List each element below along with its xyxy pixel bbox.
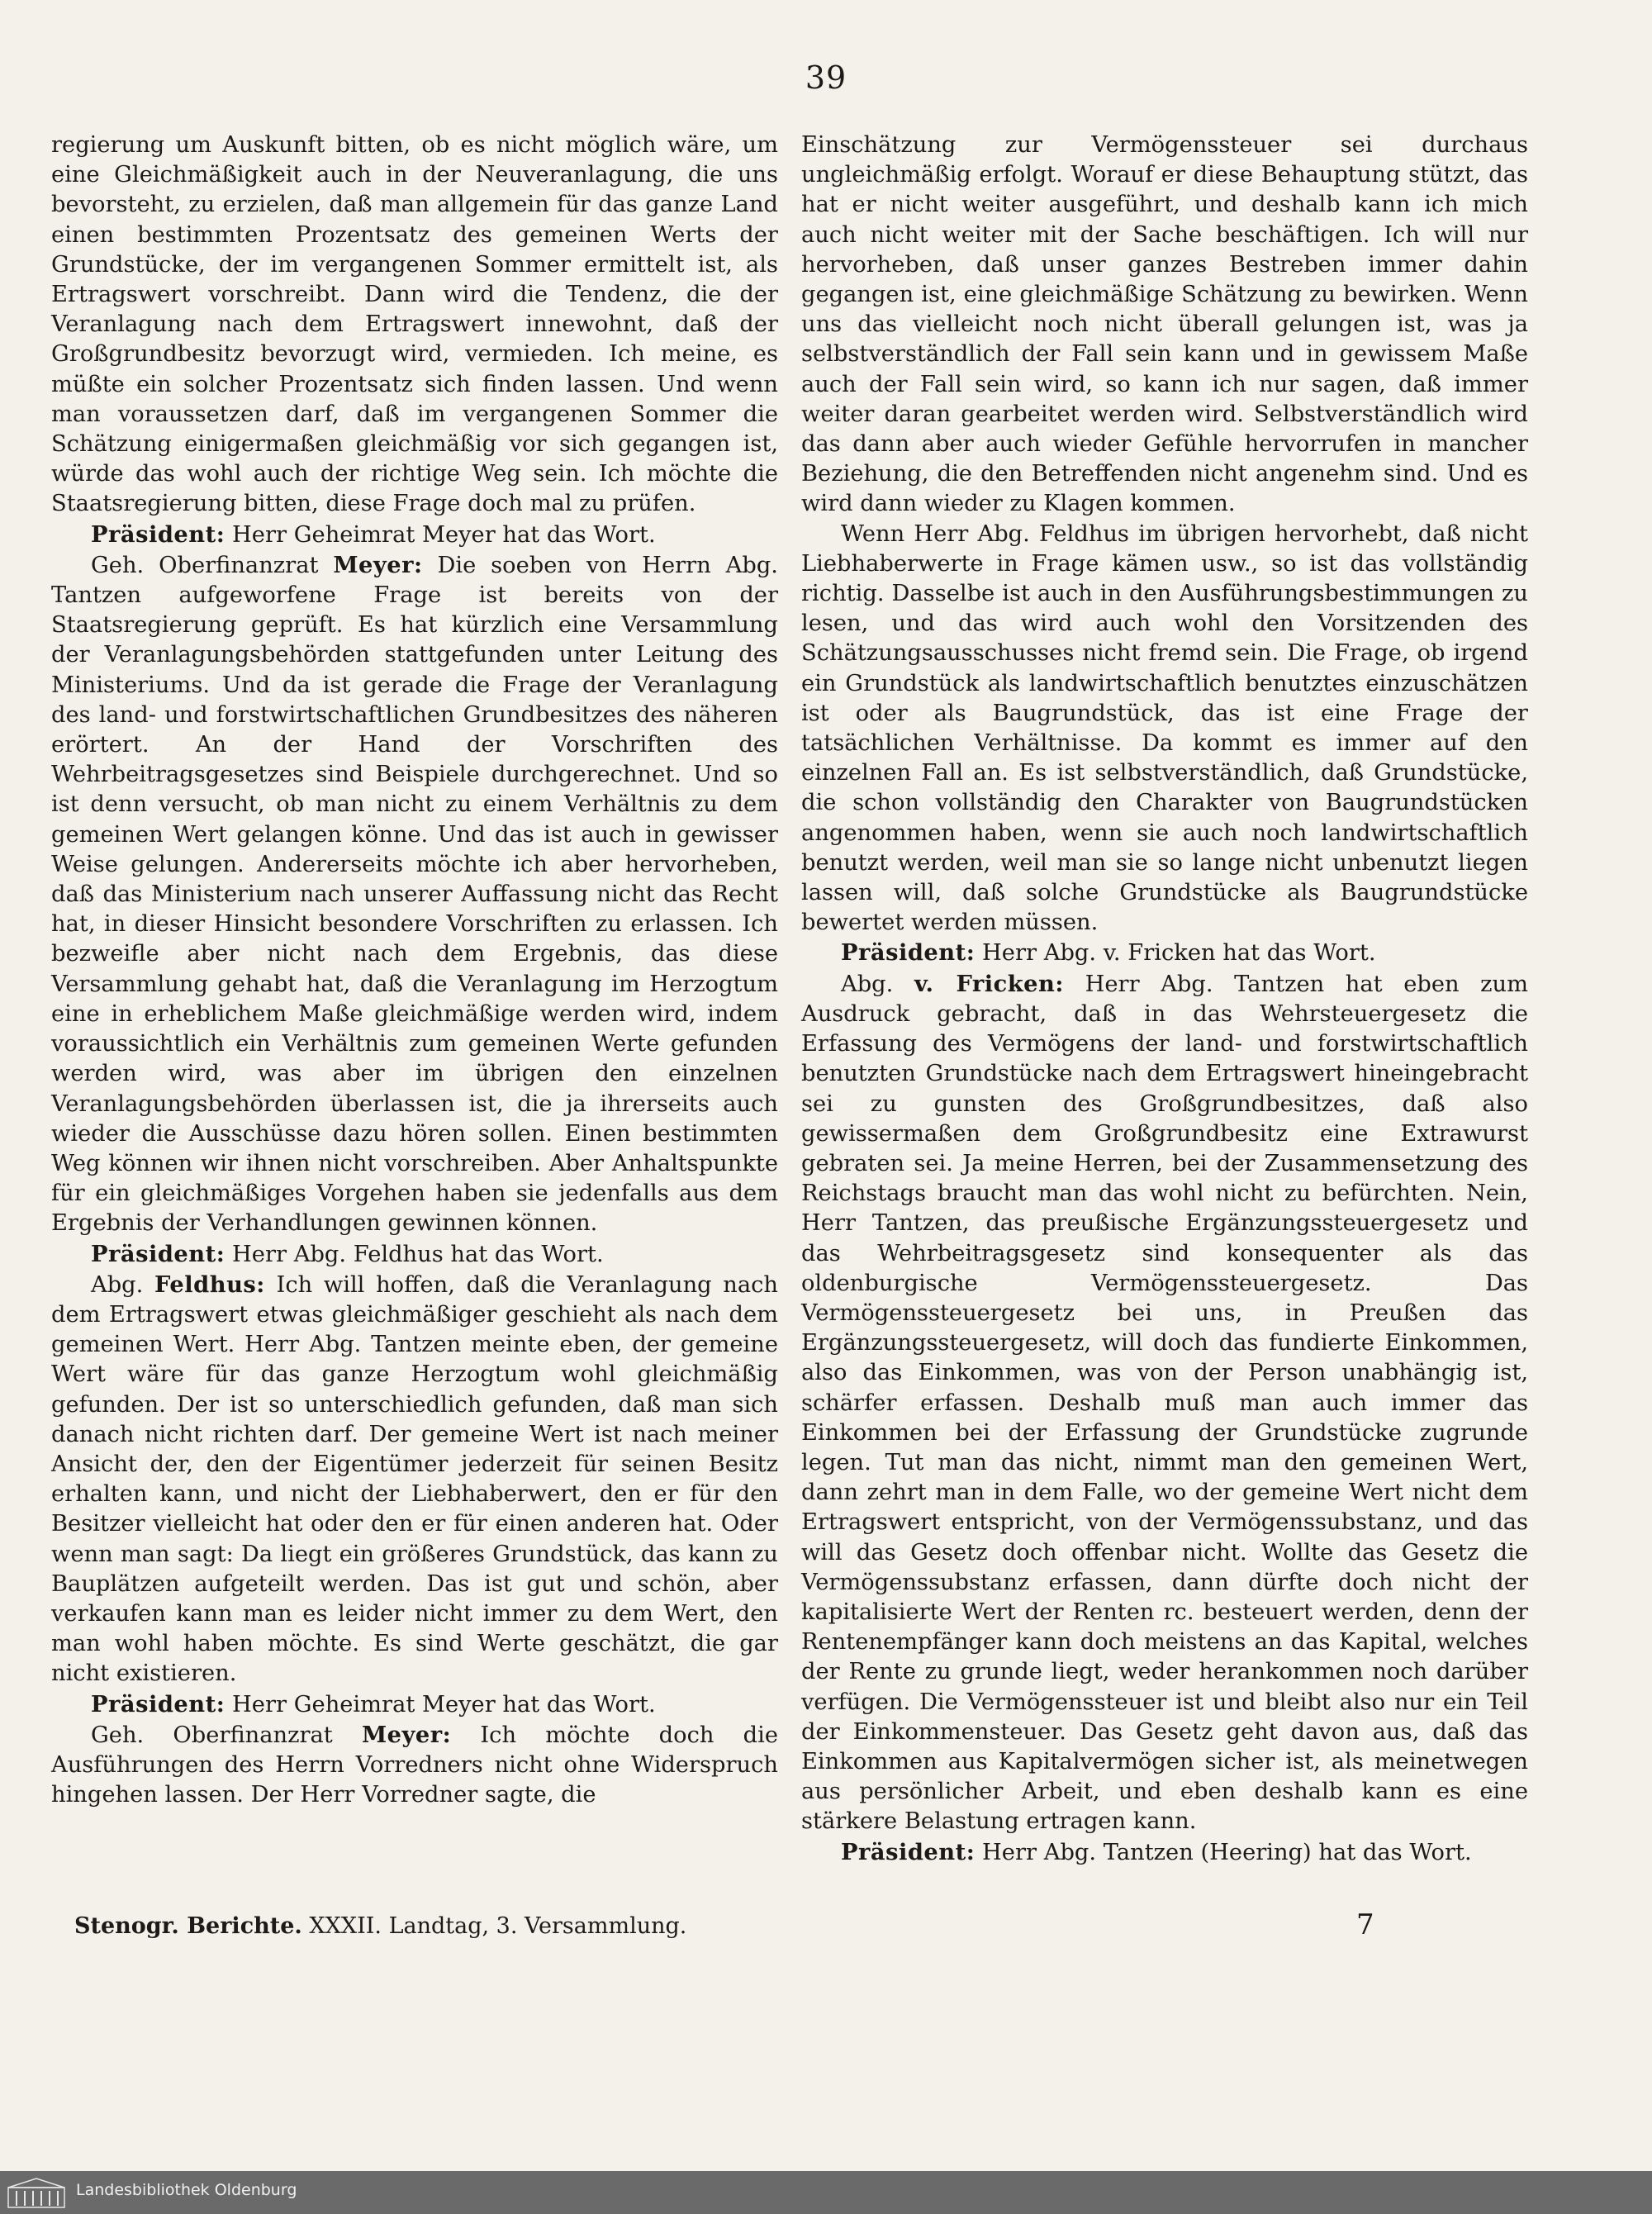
paragraph	[51, 1689, 778, 1720]
paragraph-text: Herr Abg. v. Fricken hat das Wort.	[975, 940, 1376, 967]
paragraph-text: Wenn Herr Abg. Feldhus im übrigen hervorhebt, daß nicht Liebhaberwerte in Frage kämen usw., so ist das vollständig richtig. Dasselbe ist auch in den Ausführungsbestimmungen zu lesen, und das wird auch wohl den Vorsitzenden des Schätzungsausschusses nicht fremd sein. Die Frage, ob irgend ein Grundstück als landwirtschaftlich benutztes einzuschätzen ist oder als Baugrundstück, das ist eine Frage der tatsächlichen Verhältnisse. Da kommt es immer auf den einzelnen Fall an. Es ist selbstverständlich, daß Grundstücke, die schon vollständig den Charakter von Baugrundstücken angenommen haben, wenn sie auch noch landwirtschaftlich benutzt werden, weil man sie so lange nicht unbenutzt liegen lassen will, daß solche Grundstücke als Baugrundstücke bewertet werden müssen.	[801, 520, 1528, 936]
paragraph	[801, 1837, 1528, 1868]
speaker-name: v. Fricken:	[914, 970, 1064, 997]
footer-title: Stenogr. Berichte.	[74, 1913, 302, 1939]
right-column	[801, 131, 1528, 1868]
paragraph-text: Herr Abg. Tantzen (Heering) hat das Wort.	[975, 1839, 1472, 1865]
paragraph-text: Herr Geheimrat Meyer hat das Wort.	[225, 521, 656, 548]
speaker-title: Geh. Oberfinanzrat	[91, 552, 334, 578]
footer-publication	[74, 1913, 686, 1939]
speaker-name: Meyer:	[333, 551, 423, 578]
paragraph	[51, 1720, 778, 1811]
library-bar	[0, 2171, 1652, 2214]
left-column	[51, 131, 778, 1810]
paragraph	[801, 969, 1528, 1837]
speaker-name: Präsident:	[91, 520, 225, 548]
speaker-title: Abg.	[841, 971, 914, 997]
paragraph	[51, 131, 778, 520]
speaker-name: Präsident:	[841, 939, 976, 967]
speaker-name: Präsident:	[91, 1240, 225, 1267]
paragraph	[801, 938, 1528, 968]
paragraph-text: Herr Abg. Tantzen hat eben zum Ausdruck gebracht, daß in das Wehrsteuergesetz die Erfassung des Vermögens der land- und forstwirtschaftlich benutzten Grundstücke nach dem Ertragswert hineingebracht sei zu gunsten des Großgrundbesitzes, daß also gewissermaßen dem Großgrundbesitz eine Extrawurst gebraten sei. Ja meine Herren, bei der Zusammensetzung des Reichstags braucht man das wohl nicht zu befürchten. Nein, Herr Tantzen, das preußische Ergänzungssteuergesetz und das Wehrbeitragsgesetz sind konsequenter als das oldenburgische Vermögenssteuergesetz. Das Vermögenssteuergesetz bei uns, in Preußen das Ergänzungssteuergesetz, will doch das fundierte Einkommen, also das Einkommen, was von der Person unabhängig ist, schärfer erfassen. Deshalb muß man auch immer das Einkommen bei der Erfassung der Grundstücke zugrunde legen. Tut man das nicht, nimmt man den gemeinen Wert, dann zehrt man in dem Falle, wo der gemeine Wert nicht dem Ertragswert entspricht, von der Vermögenssubstanz, und das will das Gesetz doch offenbar nicht. Wollte das Gesetz die Vermögenssubstanz erfassen, dann dürfte doch nicht der kapitalisierte Wert der Renten rc. besteuert werden, denn der Rentenempfänger kann doch meistens an das Kapital, welches der Rente zu grunde liegt, weder herankommen noch darüber verfügen. Die Vermögenssteuer ist und bleibt also nur ein Teil der Einkommensteuer. Das Gesetz geht davon aus, daß das Einkommen aus Kapitalvermögen sicher ist, als meinetwegen aus persönlicher Arbeit, und eben deshalb kann es eine stärkere Belastung ertragen kann.	[801, 971, 1529, 1835]
paragraph	[51, 520, 778, 550]
paragraph	[51, 1239, 778, 1270]
paragraph-text: Herr Geheimrat Meyer hat das Wort.	[225, 1691, 656, 1718]
paragraph	[51, 550, 778, 1239]
paragraph-text: Herr Abg. Feldhus hat das Wort.	[225, 1241, 604, 1267]
speaker-name: Feldhus:	[154, 1271, 265, 1298]
speaker-name: Meyer:	[361, 1721, 452, 1748]
speaker-title: Abg.	[91, 1271, 155, 1298]
sheet-number: 7	[1356, 1908, 1374, 1941]
library-building-icon	[7, 2176, 66, 2209]
paragraph	[51, 1270, 778, 1689]
paragraph	[801, 131, 1528, 520]
speaker-name: Präsident:	[841, 1838, 976, 1865]
speaker-name: Präsident:	[91, 1690, 225, 1718]
paragraph-text: Ich will hoffen, daß die Veranlagung nach dem Ertragswert etwas gleichmäßiger geschieht als nach dem gemeinen Wert. Herr Abg. Tantzen meinte eben, der gemeine Wert wäre für das ganze Herzogtum wohl gleichmäßig gefunden. Der ist so unterschiedlich gefunden, daß man sich danach nicht richten darf. Der gemeine Wert ist nach meiner Ansicht der, den der Eigentümer jederzeit für seinen Besitz erhalten kann, und nicht der Liebhaberwert, den er für den Besitzer vielleicht hat oder den er für einen anderen hat. Oder wenn man sagt: Da liegt ein größeres Grundstück, das kann zu Bauplätzen aufgeteilt werden. Das ist gut und schön, aber verkaufen kann man es leider nicht immer zu dem Wert, den man wohl haben möchte. Es sind Werte geschätzt, die gar nicht existieren.	[51, 1271, 779, 1687]
paragraph-text: Ich möchte doch die Ausführungen des Herrn Vorredners nicht ohne Widerspruch hingehen lassen. Der Herr Vorredner sagte, die	[51, 1722, 778, 1808]
paragraph	[801, 520, 1528, 938]
paragraph-text: Einschätzung zur Vermögenssteuer sei durchaus ungleichmäßig erfolgt. Worauf er diese Behauptung stützt, das hat er nicht weiter ausgeführt, und deshalb kann ich mich auch nicht weiter mit der Sache beschäftigen. Ich will nur hervorheben, daß unser ganzes Bestreben immer dahin gegangen ist, eine gleichmäßige Schätzung zu bewirken. Wenn uns das vielleicht noch nicht überall gelungen ist, was ja selbstverständlich der Fall sein kann und in gewissem Maße auch der Fall sein wird, so kann ich nur sagen, daß immer weiter daran gearbeitet werden wird. Selbstverständlich wird das dann aber auch wieder Gefühle hervorrufen in mancher Beziehung, die den Betreffenden nicht angenehm sind. Und es wird dann wieder zu Klagen kommen.	[801, 132, 1528, 517]
speaker-title: Geh. Oberfinanzrat	[91, 1722, 362, 1748]
library-name: Landesbibliothek Oldenburg	[76, 2181, 297, 2199]
page-number: 39	[805, 59, 847, 96]
footer-subtitle: XXXII. Landtag, 3. Versammlung.	[309, 1913, 687, 1939]
paragraph-text: regierung um Auskunft bitten, ob es nicht möglich wäre, um eine Gleichmäßigkeit auch in der Neuveranlagung, die uns bevorsteht, zu erzielen, daß man allgemein für das ganze Land einen bestimmten Prozentsatz des gemeinen Werts der Grundstücke, der im vergangenen Sommer ermittelt ist, als Ertragswert vorschreibt. Dann wird die Tendenz, die der Veranlagung nach dem Ertragswert innewohnt, daß der Großgrundbesitz bevorzugt wird, vermieden. Ich meine, es müßte ein solcher Prozentsatz sich finden lassen. Und wenn man voraussetzen darf, daß im vergangenen Sommer die Schätzung einigermaßen gleichmäßig vor sich gegangen ist, würde das wohl auch der richtige Weg sein. Ich möchte die Staatsregierung bitten, diese Frage doch mal zu prüfen.	[51, 132, 778, 517]
paragraph-text: Die soeben von Herrn Abg. Tantzen aufgeworfene Frage ist bereits von der Staatsregierung geprüft. Es hat kürzlich eine Versammlung der Veranlagungsbehörden stattgefunden unter Leitung des Ministeriums. Und da ist gerade die Frage der Veranlagung des land- und forstwirtschaftlichen Grundbesitzes des näheren erörtert. An der Hand der Vorschriften des Wehrbeitragsgesetzes sind Beispiele durchgerechnet. Und so ist denn versucht, ob man nicht zu einem Verhältnis zu dem gemeinen Wert gelangen könne. Und das ist auch in gewisser Weise gelungen. Andererseits möchte ich aber hervorheben, daß das Ministerium nach unserer Auffassung nicht das Recht hat, in dieser Hinsicht besondere Vorschriften zu erlassen. Ich bezweifle aber nicht nach dem Ergebnis, das diese Versammlung gehabt hat, daß die Veranlagung im Herzogtum eine in erheblichem Maße gleichmäßige werden wird, indem voraussichtlich ein Verhältnis zum gemeinen Werte gefunden werden wird, was aber im übrigen den einzelnen Veranlagungsbehörden überlassen ist, die ja ihrerseits auch wieder die Ausschüsse dazu hören sollen. Einen bestimmten Weg können wir ihnen nicht vorschreiben. Aber Anhaltspunkte für ein gleichmäßiges Vorgehen haben sie jedenfalls aus dem Ergebnis der Verhandlungen gewinnen können.	[51, 552, 778, 1237]
